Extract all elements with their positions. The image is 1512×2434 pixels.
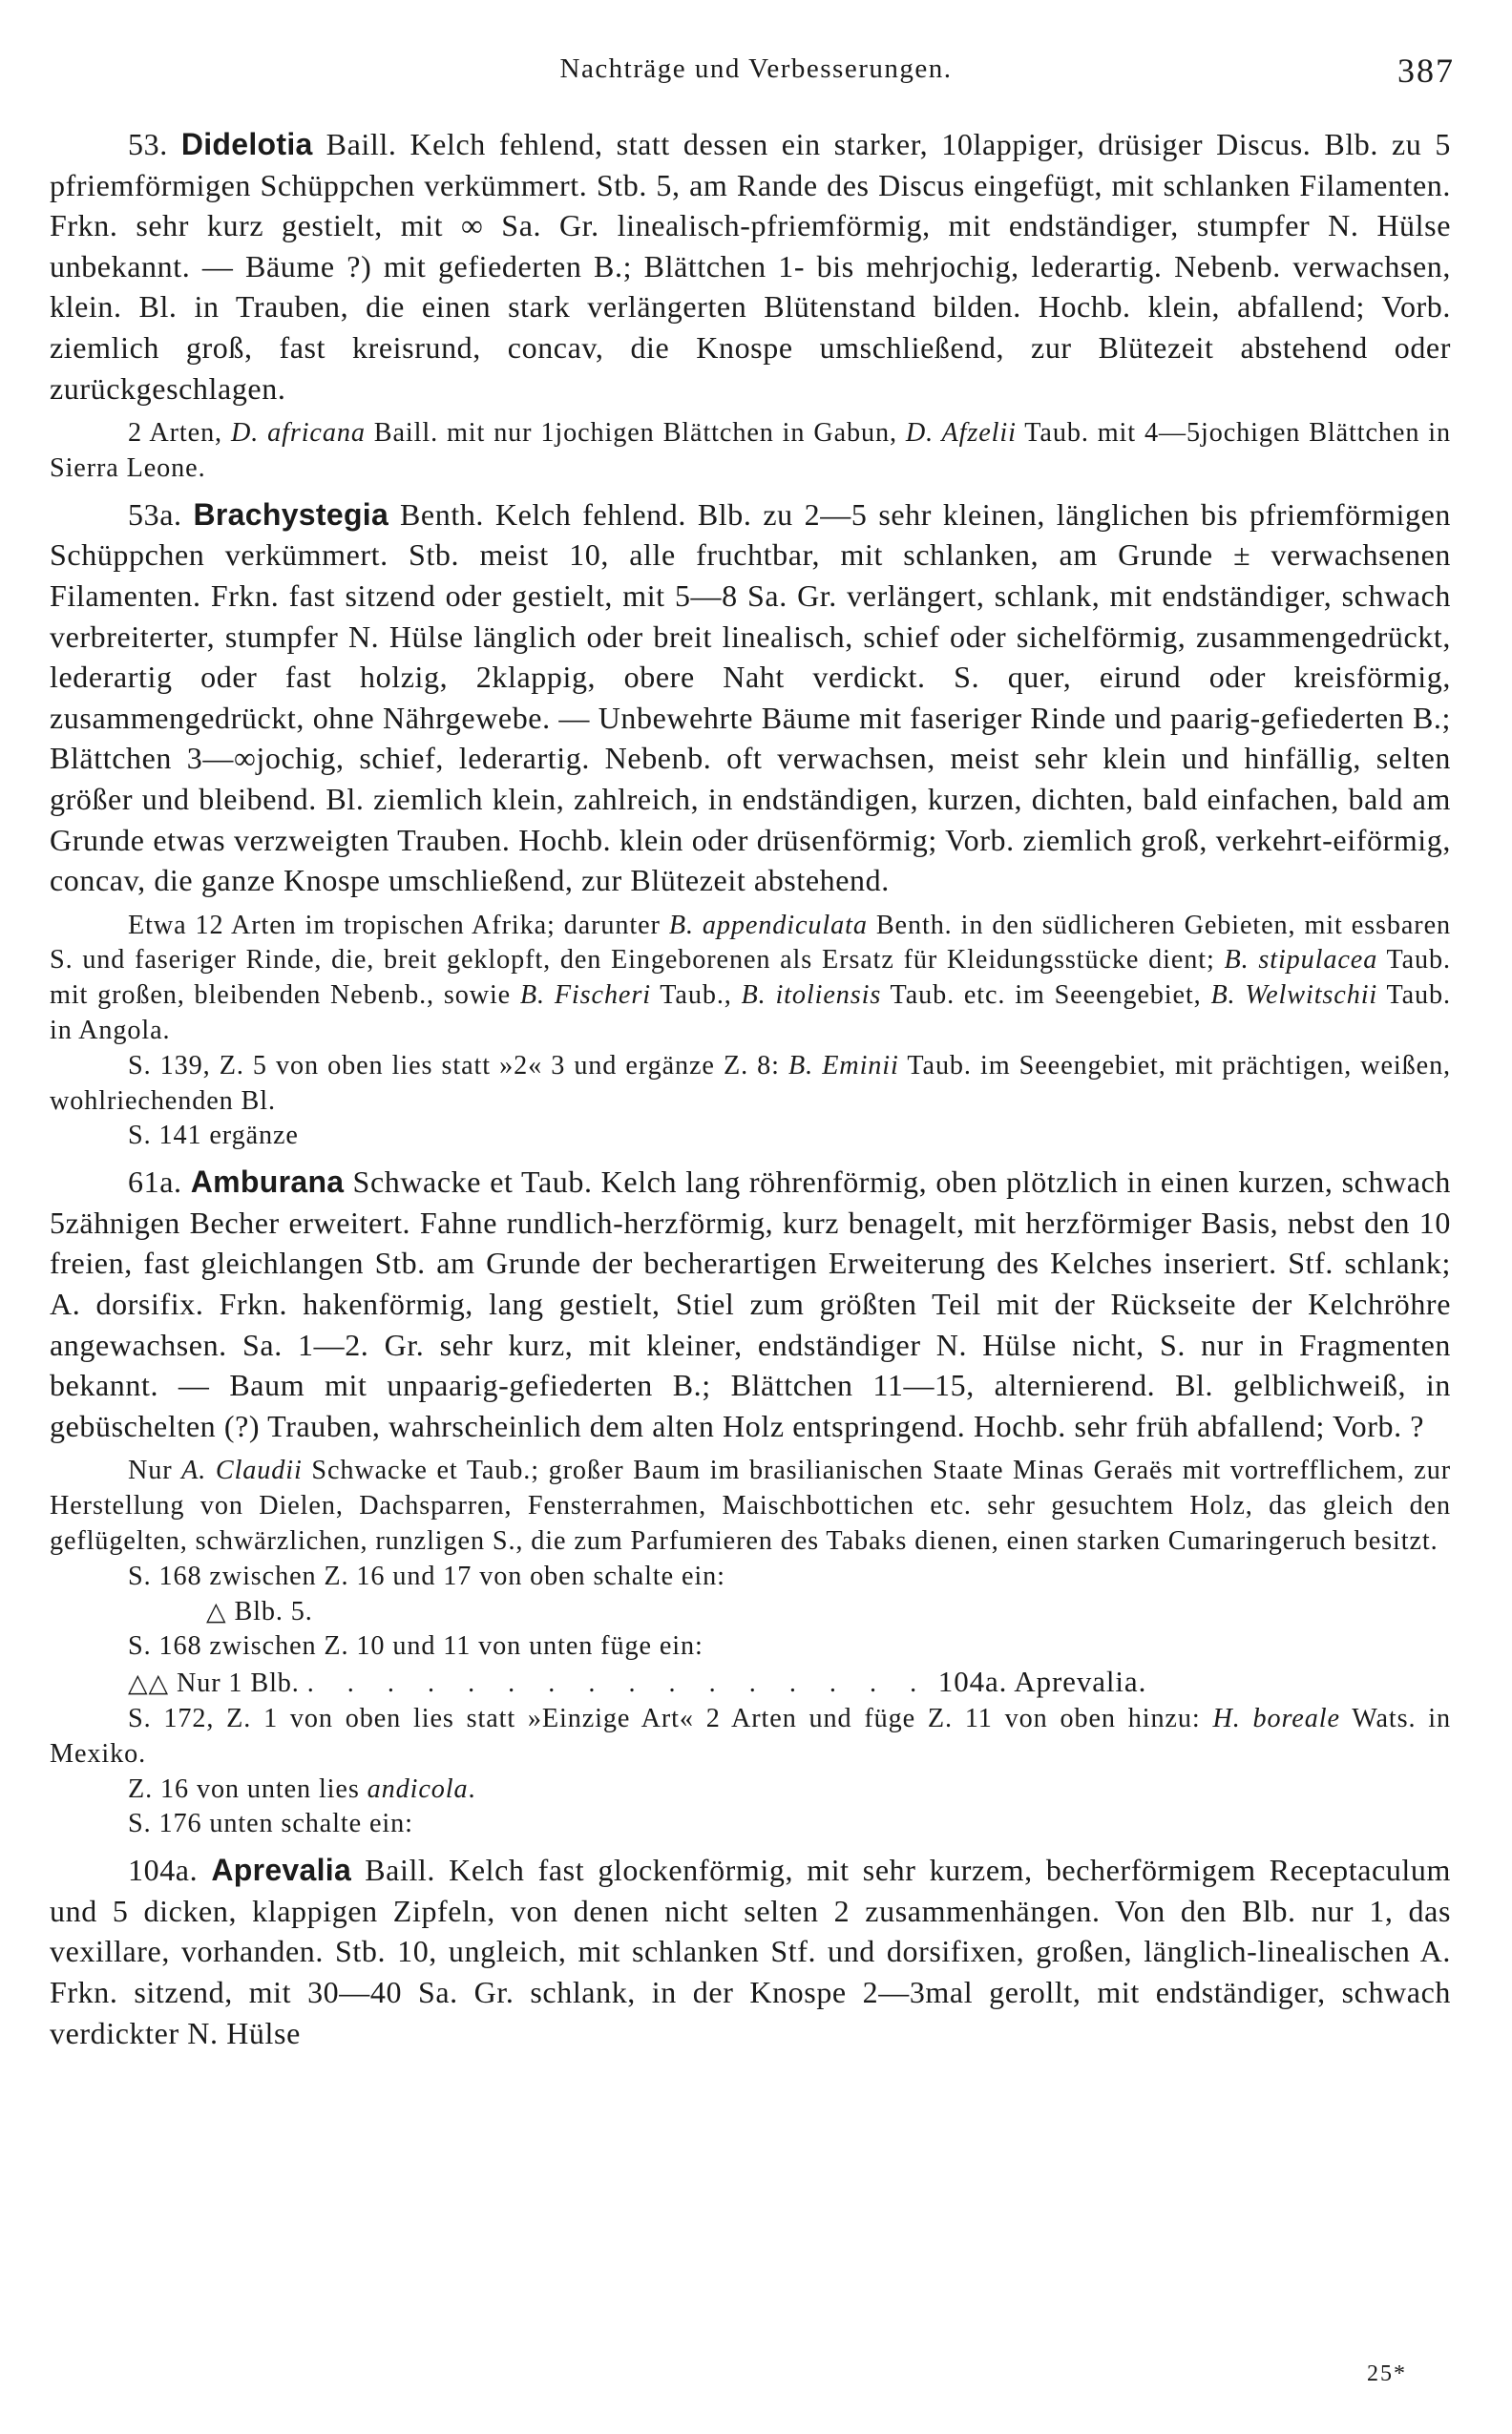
species-name: B. appendiculata	[668, 910, 868, 940]
species-note-amburana	[50, 1454, 1451, 1559]
note-text: Taub. mit 4—5jochigen Blättchen in Sierra Leone.	[50, 418, 1451, 483]
note-text: Wats. in Mexiko.	[50, 1704, 1451, 1769]
entry-number: 53a.	[128, 496, 182, 532]
entry-didelotia	[50, 124, 1451, 409]
entry-number: 61a.	[128, 1165, 182, 1200]
page-number: 387	[1397, 52, 1455, 90]
key-text: Nur 1 Blb.	[169, 1668, 300, 1699]
note-text: Taub. etc. im Seeengebiet,	[881, 980, 1211, 1011]
entry-brachystegia	[50, 494, 1451, 901]
note-text: Nur	[128, 1456, 182, 1486]
note-text: Schwacke et Taub.; großer Baum im brasilianischen Staate Minas Geraës mit vortrefflichem, zur Herstellung von Dielen, Dachsparren, Fensterrahmen, Maischbottichen etc. sehr gesuchtem Holz, das gleich den geflügelten, schwärzlichen, runzligen S., die zum Parfumieren des Tabaks dienen, einen starken Cumaringeruch besitzt.	[50, 1456, 1451, 1557]
species-name: B. Welwitschii	[1210, 980, 1378, 1011]
entry-description: Baill. Kelch fehlend, statt dessen ein starker, 10lappiger, drüsiger Discus. Blb. zu 5 pfriemförmigen Schüppchen verkümmert. Stb. 5, am Rande des Discus eingefügt, mit schlanken Filamenten. Frkn. sehr kurz gestielt, mit ∞ Sa. Gr. linealisch-pfriemförmig, mit endständiger, stumpfer N. Hülse unbekannt. — Bäume ?) mit gefiederten B.; Blättchen 1- bis mehrjochig, lederartig. Nebenb. verwachsen, klein. Bl. in Trauben, die einen stark verlängerten Blütenstand bilden. Hochb. klein, abfallend; Vorb. ziemlich groß, fast kreisrund, concav, die Knospe umschließend, zur Blütezeit abstehend oder zurückgeschlagen.	[50, 127, 1451, 406]
species-name: D. africana	[230, 418, 366, 449]
note-text: S. 139, Z. 5 von oben lies statt »2« 3 und ergänze Z. 8:	[128, 1050, 788, 1081]
note-text: Taub. mit großen, bleibenden Nebenb., sowie	[50, 945, 1451, 1011]
note-text: Taub. im Seeengebiet, mit prächtigen, weißen, wohlriechenden Bl.	[50, 1050, 1452, 1116]
correction-s141: S. 141 ergänze	[128, 1121, 299, 1151]
key-insert-line	[50, 1595, 1451, 1630]
printer-signature: 25*	[1367, 2361, 1407, 2386]
species-name: B. stipulacea	[1224, 945, 1378, 976]
note-text: Benth. in den südlicheren Gebieten, mit essbaren S. und faseriger Rinde, die, breit geklopft, den Eingeborenen als Ersatz für Kleidungsstücke dient;	[50, 910, 1451, 976]
entry-description: Benth. Kelch fehlend. Blb. zu 2—5 sehr kleinen, länglichen bis pfriemförmigen Schüppchen verkümmert. Stb. meist 10, alle fruchtbar, mit schlanken, am Grunde ± verwachsenen Filamenten. Frkn. fast sitzend oder gestielt, mit 5—8 Sa. Gr. verlängert, schlank, mit endständiger, schwach verbreiterter, stumpfer N. Hülse länglich oder breit linealisch, schief oder sichelförmig, zusammengedrückt, lederartig oder fast holzig, 2klappig, obere Naht verdickt. S. quer, eirund oder kreisförmig, zusammengedrückt, ohne Nährgewebe. — Unbewehrte Bäume mit faseriger Rinde und paarig-gefiederten B.; Blättchen 3—∞jochig, schief, lederartig. Nebenb. oft verwachsen, meist sehr klein und hinfällig, selten größer und bleibend. Bl. ziemlich klein, zahlreich, in endständigen, kurzen, dichten, bald einfachen, bald am Grunde etwas verzweigten Trauben. Hochb. klein oder drüsenförmig; Vorb. ziemlich groß, verkehrt-eiförmig, concav, die ganze Knospe umschließend, zur Blütezeit abstehend.	[50, 496, 1451, 898]
running-head	[0, 50, 1512, 88]
entry-number: 104a.	[128, 1853, 199, 1888]
entry-amburana	[50, 1162, 1451, 1446]
genus-name: Didelotia	[180, 127, 313, 161]
triangle-icon: △	[206, 1596, 227, 1626]
entry-description: Schwacke et Taub. Kelch lang röhrenförmig, oben plötzlich in einen kurzen, schwach 5zähnigen Becher erweitert. Fahne rundlich-herzförmig, kurz benagelt, mit herzförmiger Basis, nebst den 10 freien, fast gleichlangen Stb. am Grunde der becherartigen Erweiterung des Kelches inseriert. Stf. schlank; A. dorsifix. Frkn. hakenförmig, lang gestielt, Stiel zum größten Teil mit der Rückseite der Kelchröhre angewachsen. Sa. 1—2. Gr. sehr kurz, mit kleiner, endständiger N. Hülse nicht, S. nur in Fragmenten bekannt. — Baum mit unpaarig-gefiederten B.; Blättchen 11—15, alternierend. Bl. gelblichweiß, in gebüschelten (?) Trauben, wahrscheinlich dem alten Holz entspringend. Hochb. sehr früh abfallend; Vorb. ?	[50, 1165, 1452, 1443]
double-triangle-icon: △△	[128, 1668, 169, 1699]
entry-number: 53.	[128, 127, 168, 161]
correction-s172	[50, 1702, 1451, 1773]
leader-dots: . . . . . . . . . . . . . . . .	[306, 1668, 931, 1699]
species-name: A. Claudii	[181, 1456, 303, 1486]
genus-name: Brachystegia	[193, 496, 389, 532]
correction-s176: S. 176 unten schalte ein:	[128, 1809, 413, 1839]
genus-name: Aprevalia	[211, 1853, 352, 1888]
species-name: andicola	[367, 1773, 469, 1804]
species-name: B. Eminii	[788, 1050, 899, 1081]
page-body	[50, 124, 1451, 2053]
correction-s139	[50, 1049, 1451, 1120]
species-name: H. boreale	[1212, 1704, 1340, 1733]
note-text: Taub. in Angola.	[50, 980, 1451, 1046]
species-note-didelotia	[50, 416, 1451, 487]
entry-aprevalia	[50, 1850, 1451, 2053]
correction-s168-bottom: S. 168 zwischen Z. 10 und 11 von unten füge ein:	[128, 1631, 704, 1662]
correction-s168-top: S. 168 zwischen Z. 16 und 17 von oben schalte ein:	[128, 1561, 725, 1591]
note-text: 2 Arten,	[128, 418, 231, 449]
key-text: Blb. 5.	[226, 1596, 313, 1626]
note-text: Etwa 12 Arten im tropischen Afrika; darunter	[128, 910, 669, 940]
note-text: Z. 16 von unten lies	[128, 1773, 368, 1804]
species-name: B. Fischeri	[519, 980, 651, 1011]
species-note-brachystegia	[50, 909, 1451, 1049]
note-text: Baill. mit nur 1jochigen Blättchen in Gabun,	[365, 418, 906, 449]
key-insert-line	[50, 1665, 1451, 1702]
note-text: S. 172, Z. 1 von oben lies statt »Einzige Art« 2 Arten und füge Z. 11 von oben hinzu:	[128, 1704, 1213, 1733]
species-name: B. itoliensis	[741, 980, 882, 1011]
key-target: 104a. Aprevalia.	[930, 1665, 1147, 1699]
correction-z16	[50, 1773, 1451, 1808]
genus-name: Amburana	[190, 1165, 345, 1200]
species-name: D. Afzelii	[905, 418, 1017, 449]
note-text: .	[468, 1773, 476, 1804]
running-title: Nachträge und Verbesserungen.	[559, 53, 953, 84]
entry-description: Baill. Kelch fast glockenförmig, mit sehr kurzem, becherförmigem Receptaculum und 5 dicken, klappigen Zipfeln, von denen nicht selten 2 zusammenhängen. Von den Blb. nur 1, das vexillare, vorhanden. Stb. 10, ungleich, mit schlanken Stf. und dorsifixen, großen, länglich-linealischen A. Frkn. sitzend, mit 30—40 Sa. Gr. schlank, in der Knospe 2—3mal gerollt, mit endständiger, schwach verdickter N. Hülse	[50, 1853, 1452, 2050]
note-text: Taub.,	[650, 980, 742, 1011]
